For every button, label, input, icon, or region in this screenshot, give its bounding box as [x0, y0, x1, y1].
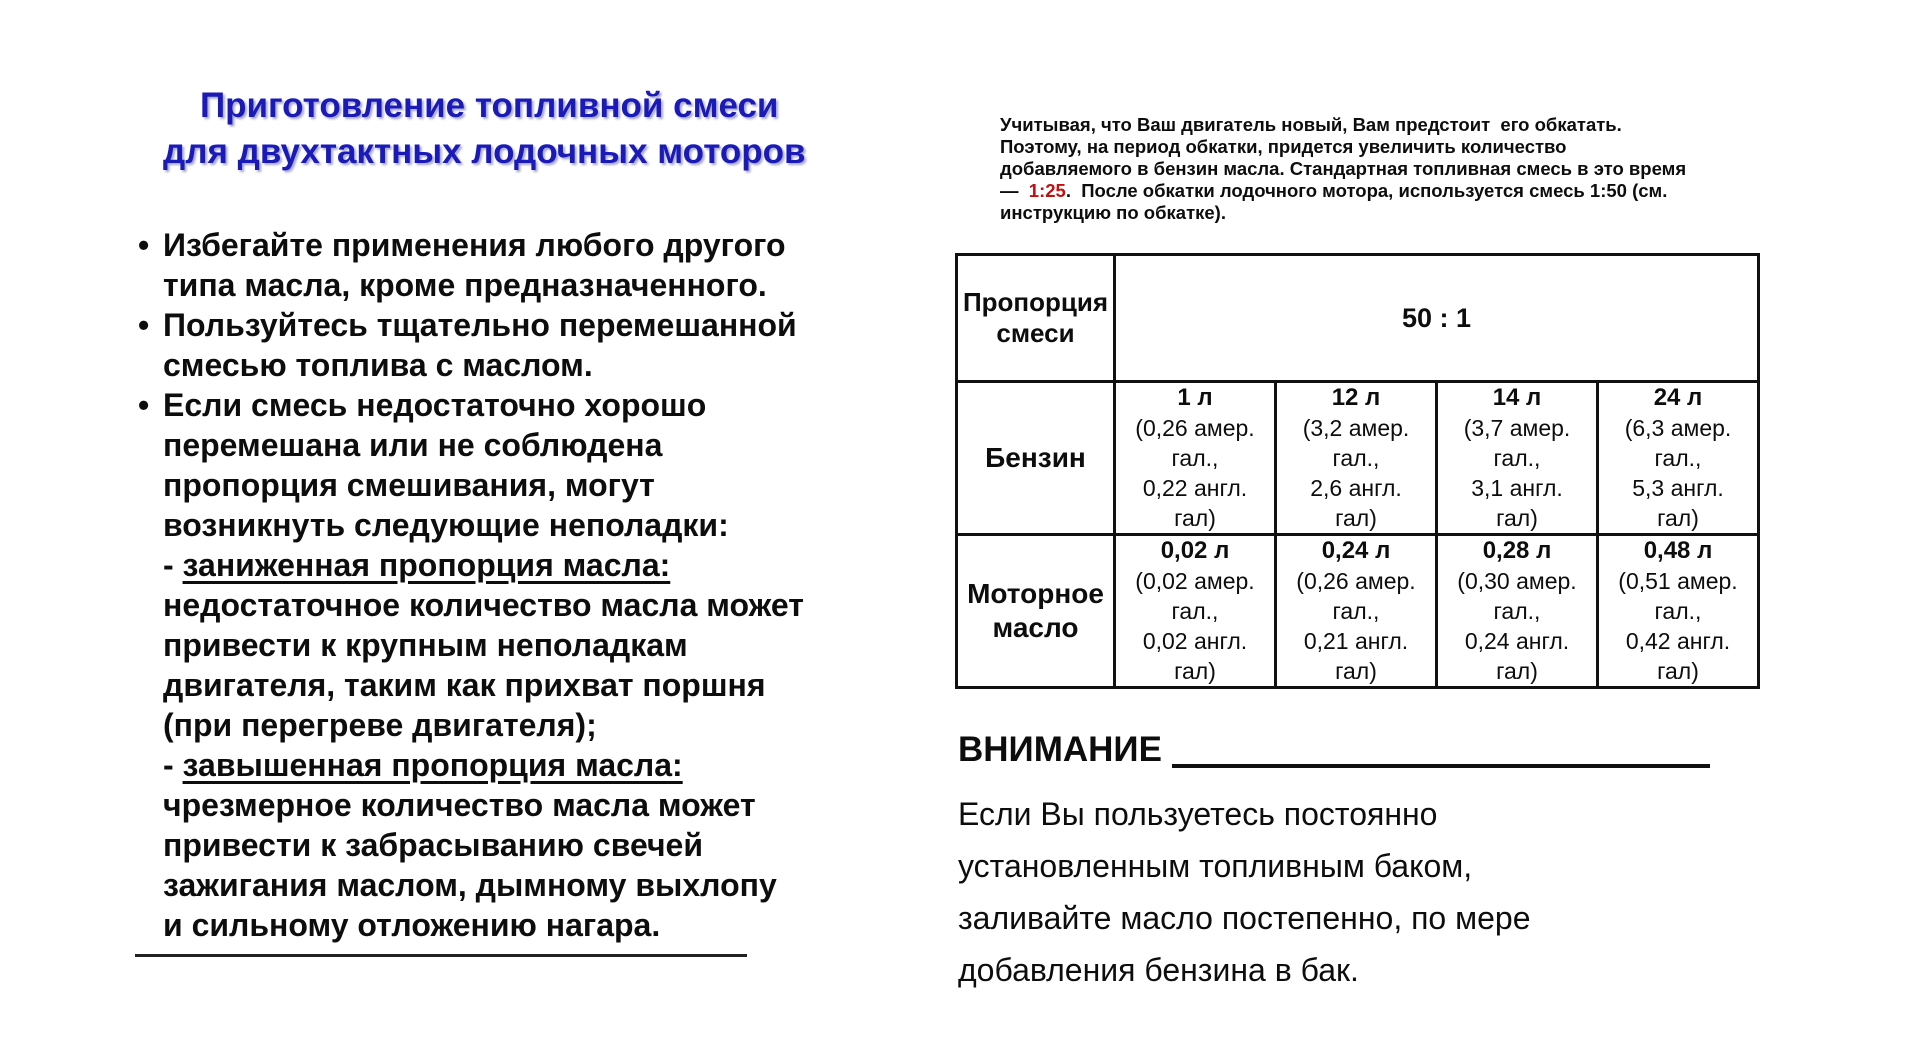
bullet-marker: •: [138, 387, 150, 423]
document-title-line-1: Приготовление топливной смеси: [200, 86, 779, 125]
table-row: [957, 535, 1759, 688]
attention-heading: ВНИМАНИЕ: [958, 730, 1162, 769]
fuel-amount: 1 л: [1177, 384, 1213, 411]
fuel-amount: 12 л: [1331, 384, 1381, 411]
fuel-row-header-cell: Бензин: [957, 382, 1115, 535]
table-row: [957, 255, 1759, 382]
bullet-text: Пользуйтесь тщательно перемешанной смесью топлива с маслом.: [163, 307, 797, 383]
fuel-detail: (3,7 амер. гал., 3,1 англ. гал): [1463, 415, 1571, 531]
oil-row-header-cell: Моторное масло: [957, 535, 1115, 688]
oil-detail: (0,30 амер. гал., 0,24 англ. гал): [1457, 568, 1577, 684]
bullet-text: Если смесь недостаточно хорошо перемешана или не соблюдена пропорция смешивания, могут возникнуть следующие неполадки: - заниженная пропорция масла: недостаточное количество масла может привести к крупным неполадкам двигателя, таким как прихват поршня (при перегреве двигателя); - завышенная пропорция масла: чрезмерное количество масла может привести к забрасыванию свечей зажигания маслом, дымному выхлопу и сильному отложению нагара.: [163, 387, 804, 943]
oil-detail: (0,26 амер. гал., 0,21 англ. гал): [1296, 568, 1416, 684]
fuel-amount: 14 л: [1492, 384, 1542, 411]
fuel-cell: [1276, 382, 1437, 535]
oil-amount: 0,02 л: [1160, 537, 1230, 564]
fuel-cell: [1437, 382, 1598, 535]
fuel-cell: [1598, 382, 1759, 535]
attention-underline: [1172, 764, 1710, 768]
mixture-table: [955, 253, 1760, 689]
bullet-item: [138, 385, 938, 945]
table-corner-cell: Пропорция смеси: [957, 255, 1115, 382]
oil-amount: 0,48 л: [1643, 537, 1713, 564]
fuel-amount: 24 л: [1653, 384, 1703, 411]
bullet-item: [138, 225, 938, 305]
bullet-marker: •: [138, 227, 150, 263]
fuel-detail: (3,2 амер. гал., 2,6 англ. гал): [1302, 415, 1410, 531]
mix-ratio-cell: 50 : 1: [1115, 255, 1759, 382]
bullet-marker: •: [138, 307, 150, 343]
oil-amount: 0,28 л: [1482, 537, 1552, 564]
oil-detail: (0,02 амер. гал., 0,02 англ. гал): [1135, 568, 1255, 684]
oil-detail: (0,51 амер. гал., 0,42 англ. гал): [1618, 568, 1738, 684]
bullet-list: [138, 225, 938, 945]
bullet-text: Избегайте применения любого другого типа масла, кроме предназначенного.: [163, 227, 786, 303]
oil-amount: 0,24 л: [1321, 537, 1391, 564]
attention-paragraph: Если Вы пользуетесь постоянно установленным топливным баком, заливайте масло постепенно, по мере добавления бензина в бак.: [958, 796, 1531, 988]
document-title-line-2: для двухтактных лодочных моторов: [163, 132, 806, 171]
fuel-detail: (6,3 амер. гал., 5,3 англ. гал): [1624, 415, 1732, 531]
fuel-cell: [1115, 382, 1276, 535]
fuel-detail: (0,26 амер. гал., 0,22 англ. гал): [1135, 415, 1255, 531]
oil-cell: [1437, 535, 1598, 688]
oil-cell: [1598, 535, 1759, 688]
bullet-item: [138, 305, 938, 385]
oil-cell: [1115, 535, 1276, 688]
intro-paragraph: Учитывая, что Ваш двигатель новый, Вам предстоит его обкатать. Поэтому, на период обкатки, придется увеличить количество добавляемого в бензин масла. Стандартная топливная смесь в это время — 1:25. После обкатки лодочного мотора, используется смесь 1:50 (см. инструкцию по обкатке).: [1000, 114, 1687, 223]
table-row: [957, 382, 1759, 535]
oil-cell: [1276, 535, 1437, 688]
left-divider: [135, 954, 747, 957]
